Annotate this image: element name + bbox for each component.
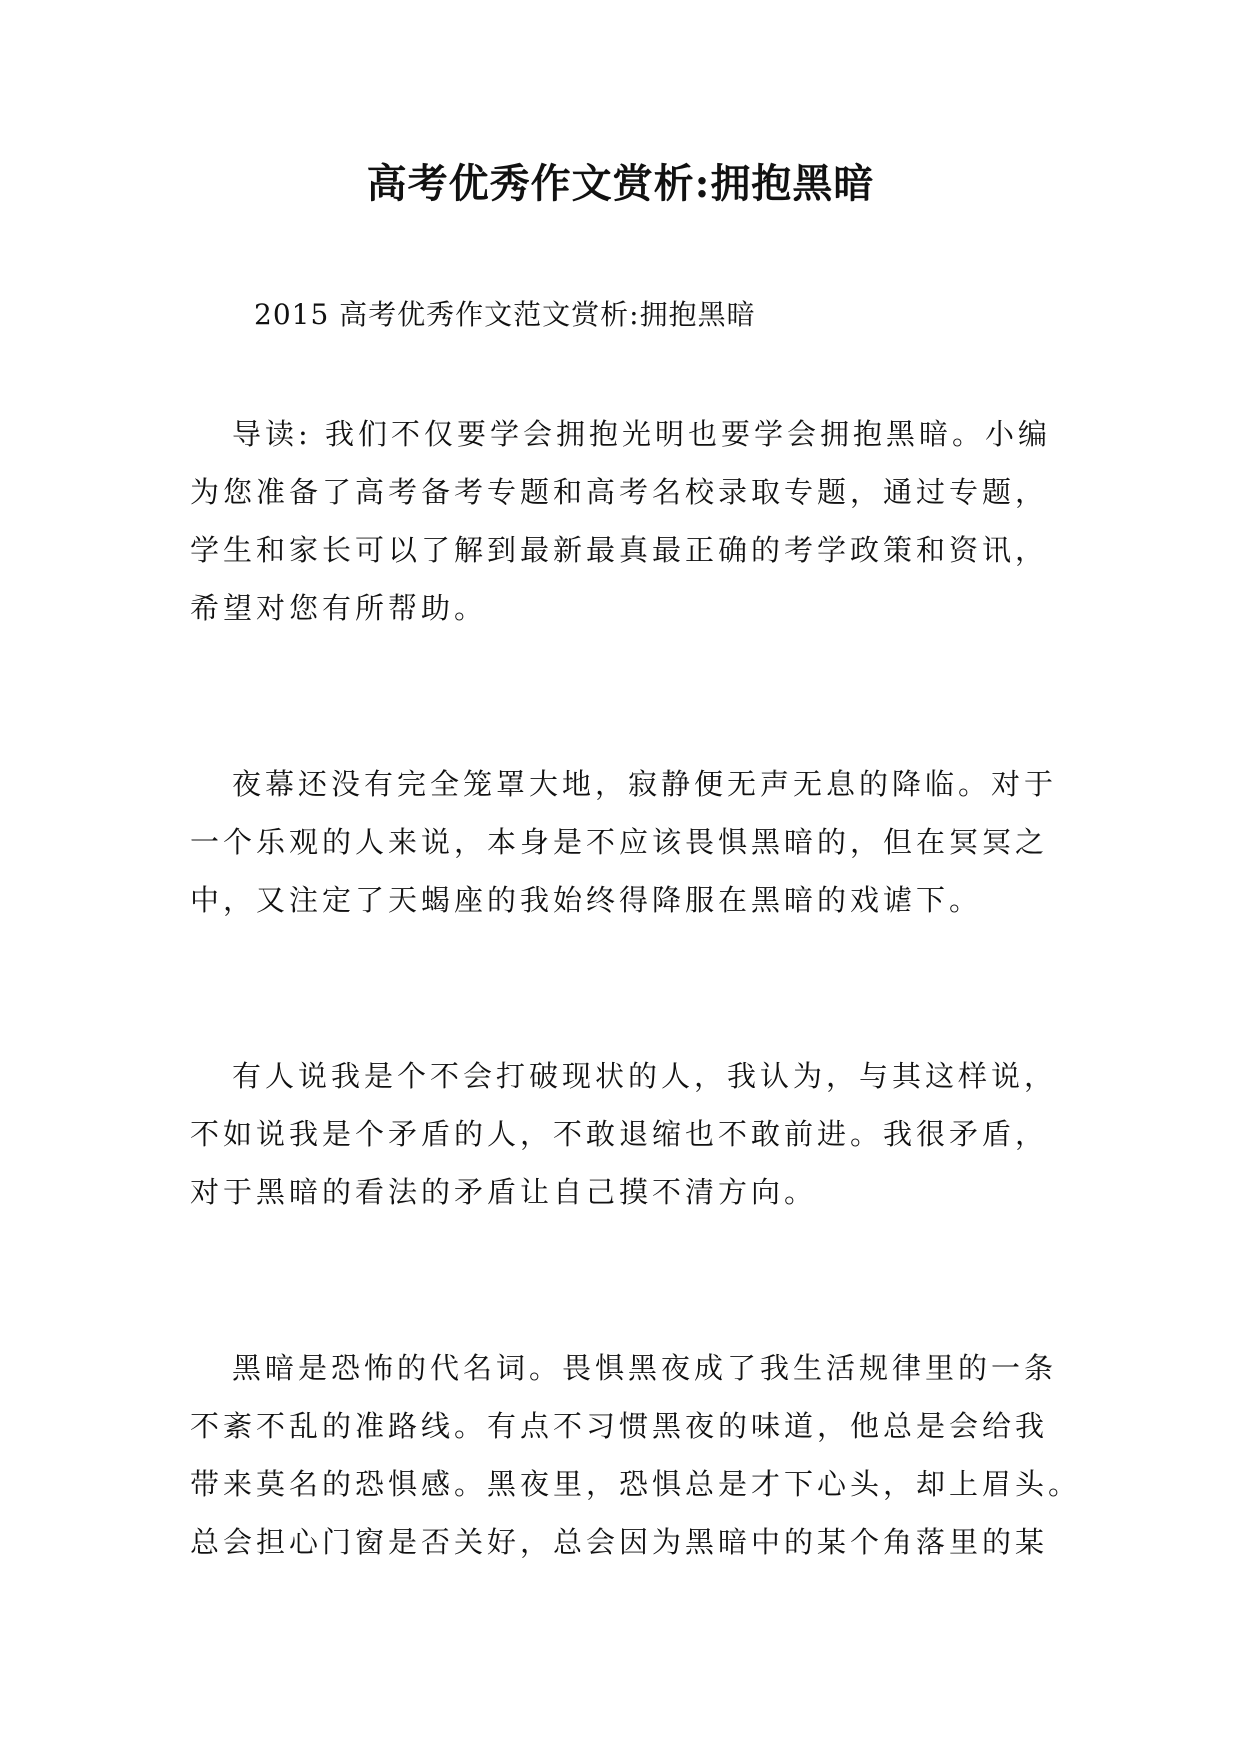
paragraph-line: 学生和家长可以了解到最新最真最正确的考学政策和资讯，	[190, 533, 1049, 567]
paragraph-fear	[190, 1339, 1082, 1571]
paragraph-line: 夜幕还没有完全笼罩大地，寂静便无声无息的降临。对于	[232, 767, 1058, 801]
paragraph-night	[190, 755, 1070, 929]
paragraph-intro	[190, 405, 1070, 637]
paragraph-line: 不紊不乱的准路线。有点不习惯黑夜的味道，他总是会给我	[190, 1409, 1049, 1443]
paragraph-line: 有人说我是个不会打破现状的人，我认为，与其这样说，	[232, 1059, 1058, 1093]
paragraph-line: 希望对您有所帮助。	[190, 591, 488, 625]
paragraph-line: 为您准备了高考备考专题和高考名校录取专题，通过专题，	[190, 475, 1049, 509]
paragraph-line: 总会担心门窗是否关好，总会因为黑暗中的某个角落里的某	[190, 1525, 1049, 1559]
paragraph-line: 带来莫名的恐惧感。黑夜里，恐惧总是才下心头，却上眉头。	[190, 1467, 1082, 1501]
paragraph-contradiction	[190, 1047, 1070, 1221]
paragraph-line: 中，又注定了天蝎座的我始终得降服在黑暗的戏谑下。	[190, 883, 983, 917]
paragraph-line: 对于黑暗的看法的矛盾让自己摸不清方向。	[190, 1175, 818, 1209]
paragraph-line: 不如说我是个矛盾的人，不敢退缩也不敢前进。我很矛盾，	[190, 1117, 1049, 1151]
document-title: 高考优秀作文赏析:拥抱黑暗	[366, 160, 875, 207]
document-subtitle: 2015 高考优秀作文范文赏析:拥抱黑暗	[254, 298, 756, 331]
paragraph-line: 黑暗是恐怖的代名词。畏惧黑夜成了我生活规律里的一条	[232, 1351, 1058, 1385]
paragraph-line: 导读: 我们不仅要学会拥抱光明也要学会拥抱黑暗。小编	[232, 417, 1051, 451]
paragraph-line: 一个乐观的人来说，本身是不应该畏惧黑暗的，但在冥冥之	[190, 825, 1049, 859]
